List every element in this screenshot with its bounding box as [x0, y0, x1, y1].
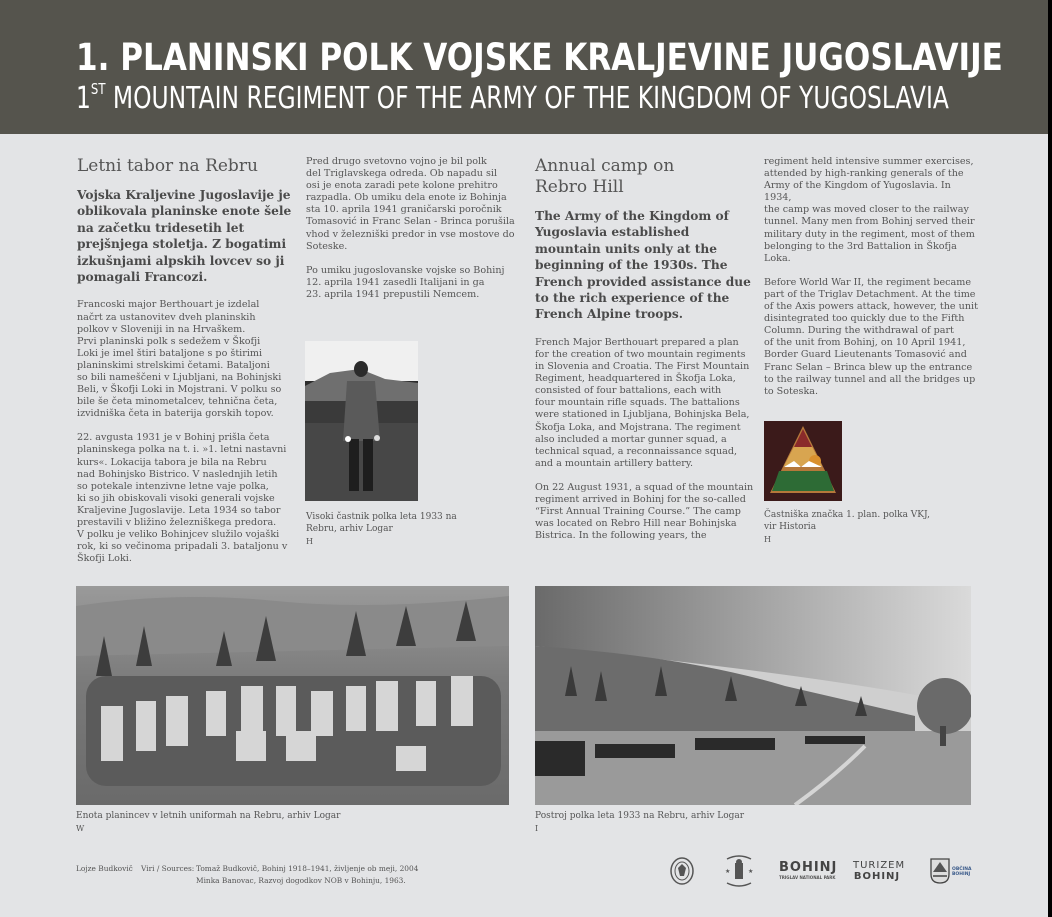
soldiers-code: W: [76, 824, 85, 833]
slovene-lead: Vojska Kraljevine Jugoslavije je oblikovala planinske enote šele na začetku tridesetih let prejšnjega stoletja. Z bogatimi izkušnjami alpskih lovcev so ji pomagali Francozi.: [77, 188, 292, 285]
parade-image: [535, 586, 971, 805]
footer-sources-label: Viri / Sources:: [141, 864, 195, 873]
slovene-paragraph-4: Po umiku jugoslovanske vojske so Bohinj 12. aprila 1941 zasedli Italijani in ga 23. aprila 1941 prepustili Nemcem.: [306, 264, 505, 300]
bohinj-logo-sub: TRIGLAV NATIONAL PARK: [779, 875, 836, 880]
english-paragraph-4: Before World War II, the regiment became part of the Triglav Detachment. At the time of the Axis powers attack, however, the unit disintegrated too quickly due to the Fifth Column. During the withdrawal of part of the unit from Bohinj, on 10 April 1941, Border Guard Lieutenants Tomasović and Franc Selan – Brinca blew up the entrance to the railway tunnel and all the bridges up to Soteska.: [764, 276, 978, 397]
slovene-paragraph-1: Francoski major Berthouart je izdelal načrt za ustanovitev dveh planinskih polkov v Sloveniji in na Hrvaškem. Prvi planinski polk s sedežem v Škofji Loki je imel štiri bataljone s po štirimi planinskimi strelskimi četami. Bataljoni so bili nameščeni v Ljubljani, na Bohinjski Beli, v Škofji Loki in Mojstrani. V polku so bile še četa minometalcev, tehnična četa, izvidniška četa in baterija gorskih topov.: [77, 299, 282, 420]
parade-photo: [535, 586, 971, 805]
badge-caption-block: [764, 509, 964, 544]
english-column-2: [764, 156, 979, 410]
svg-text:★: ★: [748, 868, 754, 875]
coat-of-arms-icon: [930, 858, 950, 884]
slovene-paragraph-2: 22. avgusta 1931 je v Bohinj prišla četa planinskega polka na t. i. »1. letni nastavni kurs«. Lokacija tabora je bila na Rebru nad Bohinjsko Bistrico. V naslednjih letih so potekale intenzivne letne vaje polka, ki so jih obiskovali visoki generali vojske Kraljevine Jugoslavije. Leta 1934 so tabor prestavili v bližino železniškega predora. V polku je veliko Bohinjcev služilo vojaški rok, ki so večinoma pripadali 3. bataljonu v Škofji Loki.: [77, 432, 288, 565]
slovene-column-1: [77, 156, 299, 577]
footer-author: Lojze Budkovič: [76, 864, 133, 873]
slovene-column-2: [306, 156, 516, 313]
officer-photo-image: [305, 341, 418, 501]
english-column-1: [535, 156, 755, 554]
slovene-heading: Letni tabor na Rebru: [77, 156, 258, 176]
title-english-sup: ST: [90, 80, 106, 98]
footer-source-2: Minka Banovac, Razvoj dogodkov NOB v Bohinju, 1963.: [196, 876, 406, 885]
english-paragraph-2: On 22 August 1931, a squad of the mountain regiment arrived in Bohinj for the so-called “First Annual Training Course.” The camp was located on Rebro Hill near Bohinjska Bistrica. In the following years, the: [535, 481, 754, 542]
footer-source-1: Tomaž Budkovič, Bohinj 1918–1941, življenje ob meji, 2004: [196, 864, 419, 873]
english-heading: Annual camp on Rebro Hill: [535, 156, 675, 197]
obcina-logo-text: [952, 867, 971, 877]
badge-caption: Častniška značka 1. plan. polka VKJ, vir Historia: [764, 510, 930, 532]
obcina-bohinj-logo: [930, 858, 972, 886]
english-paragraph-1: French Major Berthouart prepared a plan for the creation of two mountain regiments in Slovenia and Croatia. The First Mountain Regiment, headquartered in Škofja Loka, consisted of four battalions, each with four mountain rifle squads. The battalions were stationed in Ljubljana, Bohinjska Bela, Škofja Loka, and Mojstrana. The regiment also included a mortar gunner squad, a technical squad, a reconnaissance squad, and a mountain artillery battery.: [535, 336, 750, 469]
title-english-number: 1: [76, 81, 91, 116]
officer-caption-block: [306, 511, 506, 546]
museum-icon: [721, 855, 757, 887]
bohinj-logo-main: BOHINJ: [779, 860, 838, 875]
badge-code: H: [764, 535, 771, 544]
seal-icon: [669, 856, 695, 886]
title-english: [76, 80, 949, 116]
bohinj-tnp-logo: [779, 860, 838, 881]
museum-seal-logo: [669, 856, 695, 886]
turizem-logo-line-1: TURIZEM: [853, 860, 906, 871]
english-lead: The Army of the Kingdom of Yugoslavia established mountain units only at the beginning of the 1930s. The French provided assistance due to the rich experience of the French Alpine troops.: [535, 209, 751, 322]
parade-code: I: [535, 824, 539, 833]
soldiers-image: [76, 586, 509, 805]
svg-text:★: ★: [725, 868, 731, 875]
obcina-logo-line-2: BOHINJ: [952, 872, 971, 877]
turizem-bohinj-logo: [853, 860, 906, 882]
obcina-logo-line-1: OBČINA: [952, 867, 972, 872]
badge-photo: [764, 421, 842, 501]
museum-logo: [721, 855, 757, 887]
header-bar: [0, 0, 1048, 134]
parade-caption-block: [535, 810, 965, 833]
soldiers-photo: [76, 586, 509, 805]
soldiers-caption: Enota planincev v letnih uniformah na Rebru, arhiv Logar: [76, 811, 341, 821]
soldiers-caption-block: [76, 810, 506, 833]
slovene-paragraph-3: Pred drugo svetovno vojno je bil polk del Triglavskega odreda. Ob napadu sil osi je enota zaradi pete kolone prehitro razpadla. Ob umiku dela enote iz Bohinja sta 10. aprila 1941 graničarski poročnik Tomasović in Franc Selan - Brinca porušila vhod v železniški predor in vse mostove do Soteske.: [306, 156, 515, 252]
title-english-rest: MOUNTAIN REGIMENT OF THE ARMY OF THE KINGDOM OF YUGOSLAVIA: [105, 81, 949, 116]
badge-image: [764, 421, 842, 501]
parade-caption: Postroj polka leta 1933 na Rebru, arhiv Logar: [535, 811, 745, 821]
officer-code: H: [306, 537, 313, 546]
turizem-logo-line-2: BOHINJ: [853, 871, 901, 882]
title-slovene: 1. PLANINSKI POLK VOJSKE KRALJEVINE JUGOSLAVIJE: [76, 36, 1003, 79]
officer-caption: Visoki častnik polka leta 1933 na Rebru, arhiv Logar: [306, 512, 457, 534]
officer-photo: [305, 341, 418, 501]
english-paragraph-3: regiment held intensive summer exercises, attended by high-ranking generals of the Army of the Kingdom of Yugoslavia. In 1934, the camp was moved closer to the railway tunnel. Many men from Bohinj served their military duty in the regiment, most of them belonging to the 3rd Battalion in Škofja Loka.: [764, 156, 975, 264]
